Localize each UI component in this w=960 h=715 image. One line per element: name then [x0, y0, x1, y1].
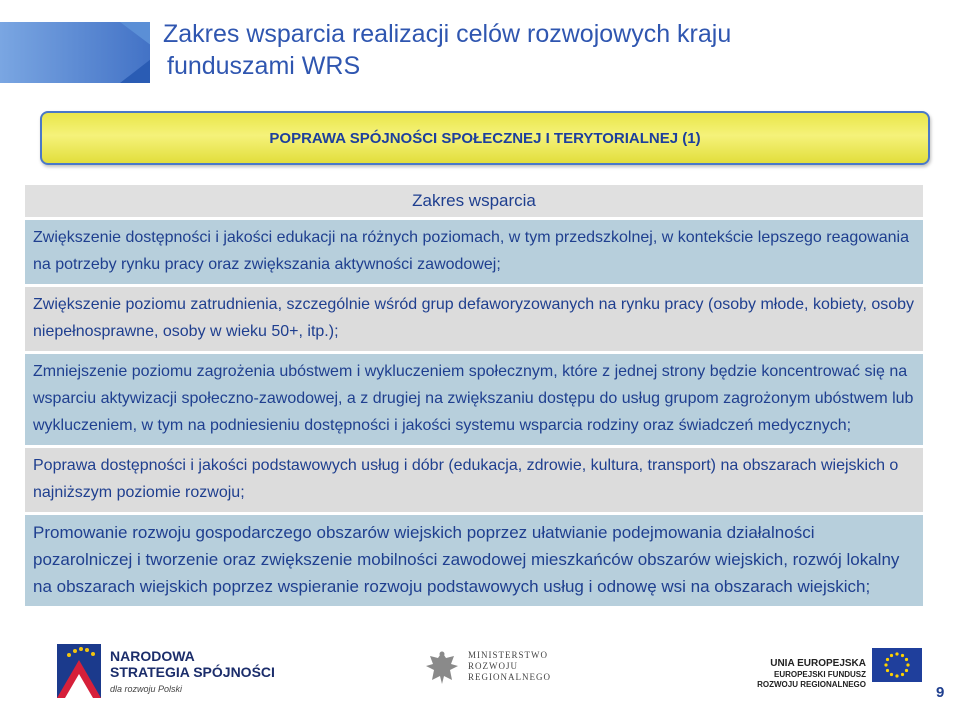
footer: [0, 630, 960, 715]
ministry-name: MINISTERSTWO ROZWOJU REGIONALNEGO: [468, 650, 551, 682]
nss-logo-text: NARODOWA STRATEGIA SPÓJNOŚCI dla rozwoju Polski: [110, 648, 275, 694]
table-header: Zakres wsparcia: [25, 185, 923, 217]
nss-logo-icon: [55, 640, 105, 700]
table-row: Poprawa dostępności i jakości podstawowych usług i dóbr (edukacja, zdrowie, kultura, transport) na obszarach wiejskich o najniższym poziomie rozwoju;: [25, 448, 923, 512]
section-heading-box: [40, 111, 930, 165]
page-title: [163, 18, 731, 82]
table-row: Zwiększenie poziomu zatrudnienia, szczególnie wśród grup defaworyzowanych na rynku pracy (osoby młode, kobiety, osoby niepełnosprawne, osoby w wieku 50+, itp.);: [25, 287, 923, 351]
table-row: Promowanie rozwoju gospodarczego obszarów wiejskich poprzez ułatwianie podejmowania działalności pozarolniczej i tworzenie oraz zwiększenie mobilności zawodowej mieszkańców obszarów wiejskich, rozwój lokalny na obszarach wiejskich poprzez wspieranie rozwoju podstawowych usług i odnowę wsi na obszarach wiejskich;: [25, 515, 923, 606]
table-row: Zmniejszenie poziomu zagrożenia ubóstwem i wykluczeniem społecznym, które z jednej strony będzie koncentrować się na wsparciu aktywizacji społeczno-zawodowej, a z drugiej na zwiększaniu dostępu do usług grupom zagrożonym ubóstwem lub wykluczeniem, w tym na podniesieniu dostępności i jakości systemu wsparcia rodziny oraz świadczeń medycznych;: [25, 354, 923, 445]
table-row: Zwiększenie dostępności i jakości edukacji na różnych poziomach, w tym przedszkolnej, w kontekście lepszego reagowania na potrzeby rynku pracy oraz zwiększania aktywności zawodowej;: [25, 220, 923, 284]
support-scope-table: [25, 185, 923, 606]
eu-logo-text: UNIA EUROPEJSKA EUROPEJSKI FUNDUSZ ROZWOJU REGIONALNEGO: [757, 658, 866, 689]
page-title-line2: funduszami WRS: [167, 52, 361, 80]
page-title-line1: Zakres wsparcia realizacji celów rozwojowych kraju: [163, 20, 732, 48]
page-number: 9: [936, 684, 945, 701]
polish-eagle-icon: [424, 648, 460, 688]
eu-flag-icon: [872, 648, 922, 682]
section-heading-label: POPRAWA SPÓJNOŚCI SPOŁECZNEJ I TERYTORIALNEJ (1): [269, 129, 701, 147]
